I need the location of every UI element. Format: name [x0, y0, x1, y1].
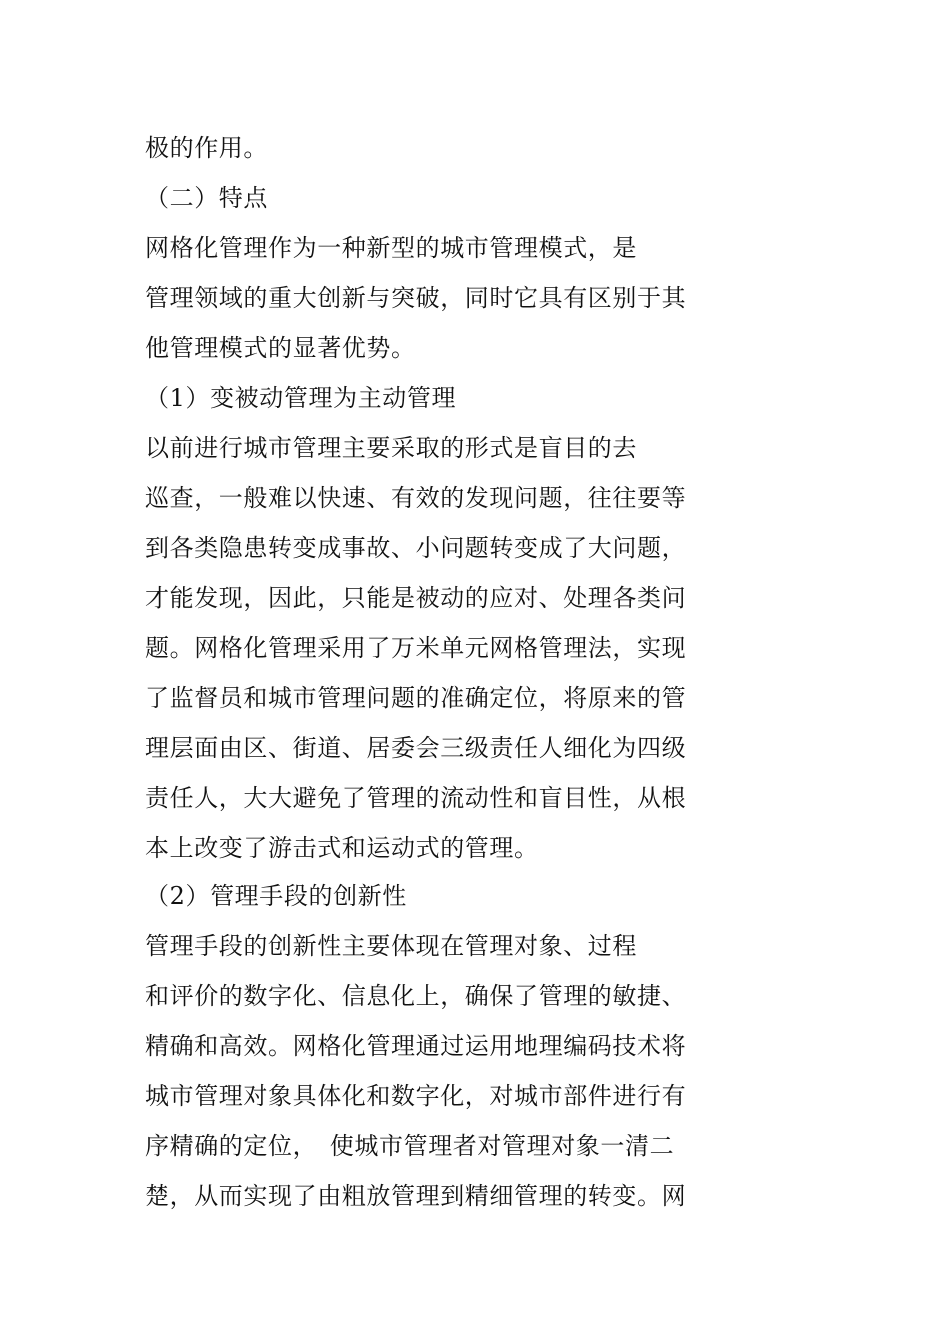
- text-line: 本上改变了游击式和运动式的管理。: [145, 834, 539, 862]
- text-line: 到各类隐患转变成事故、小问题转变成了大问题，: [145, 534, 687, 562]
- text-line: 序精确的定位， 使城市管理者对管理对象一清二: [145, 1132, 675, 1160]
- subsection-heading: （1）变被动管理为主动管理: [145, 384, 457, 412]
- section-heading: （二）特点: [145, 184, 268, 212]
- subsection-heading: （2）管理手段的创新性: [145, 882, 407, 910]
- text-line: 管理领域的重大创新与突破，同时它具有区别于其: [145, 284, 687, 312]
- text-line: 了监督员和城市管理问题的准确定位，将原来的管: [145, 684, 687, 712]
- text-line: 理层面由区、街道、居委会三级责任人细化为四级: [145, 734, 687, 762]
- text-line: 城市管理对象具体化和数字化，对城市部件进行有: [145, 1082, 687, 1110]
- text-line: 题。网格化管理采用了万米单元网格管理法，实现: [145, 634, 687, 662]
- text-line: 网格化管理作为一种新型的城市管理模式，是: [145, 234, 637, 262]
- text-line: 巡查，一般难以快速、有效的发现问题，往往要等: [145, 484, 687, 512]
- text-line: 以前进行城市管理主要采取的形式是盲目的去: [145, 434, 637, 462]
- text-line: 和评价的数字化、信息化上，确保了管理的敏捷、: [145, 982, 687, 1010]
- text-line: 才能发现，因此，只能是被动的应对、处理各类问: [145, 584, 687, 612]
- text-line: 他管理模式的显著优势。: [145, 334, 416, 362]
- text-line: 管理手段的创新性主要体现在管理对象、过程: [145, 932, 637, 960]
- text-line: 极的作用。: [145, 134, 268, 162]
- text-line: 楚，从而实现了由粗放管理到精细管理的转变。网: [145, 1182, 687, 1210]
- text-line: 精确和高效。网格化管理通过运用地理编码技术将: [145, 1032, 687, 1060]
- text-line: 责任人，大大避免了管理的流动性和盲目性，从根: [145, 784, 687, 812]
